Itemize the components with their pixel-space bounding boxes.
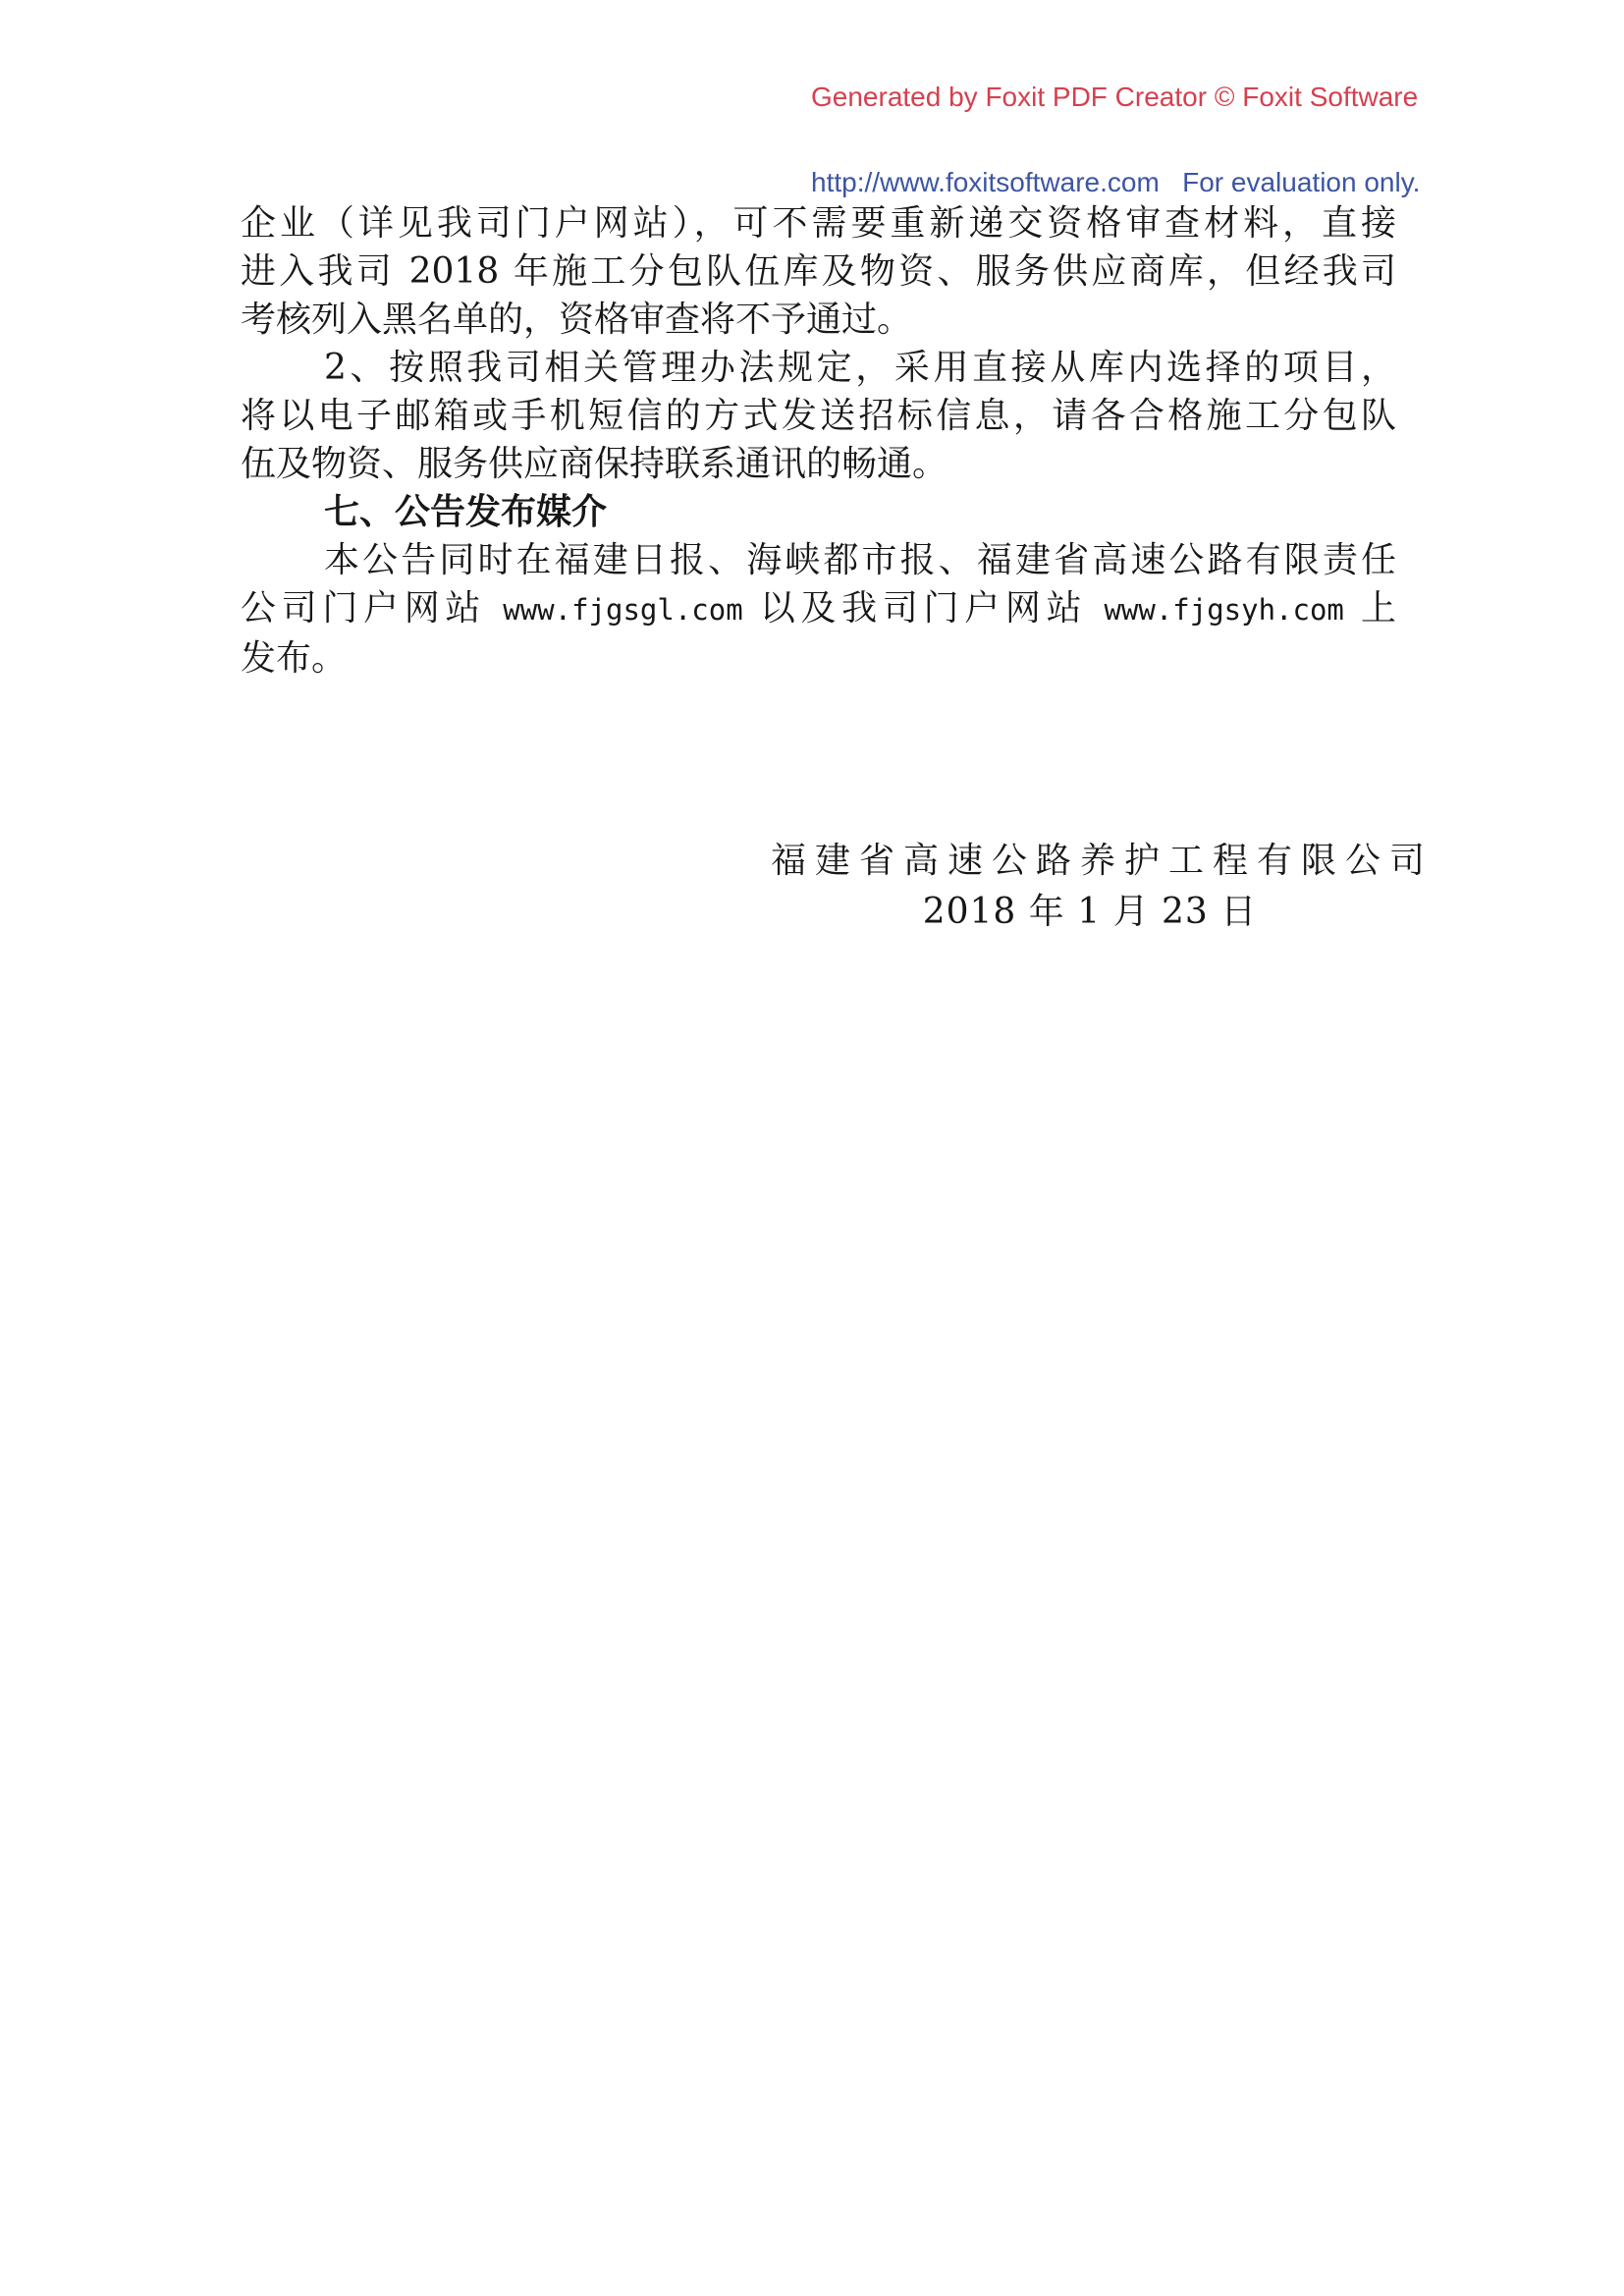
body-line-2: 进入我司 2018 年施工分包队伍库及物资、服务供应商库，但经我司 [241, 251, 1396, 292]
document-text-block [241, 199, 1396, 683]
body-line-1: 企业（详见我司门户网站），可不需要重新递交资格审查材料，直接 [241, 203, 1396, 244]
url-fjgsgl: www.fjgsgl.com [503, 593, 743, 627]
body-line-6: 伍及物资、服务供应商保持联系通讯的畅通。 [241, 444, 948, 484]
body-line-9 [241, 584, 1396, 634]
body-line-9-text-2: 以及我司门户网站 [742, 588, 1105, 629]
body-line-4: 2、按照我司相关管理办法规定，采用直接从库内选择的项目， [324, 348, 1396, 388]
body-line-8: 本公告同时在福建日报、海峡都市报、福建省高速公路有限责任 [324, 540, 1396, 580]
signature-date: 2018 年 1 月 23 日 [922, 892, 1258, 932]
body-line-10: 发布。 [241, 638, 348, 679]
body-line-9-text-3: 上 [1343, 588, 1397, 629]
section-heading: 七、公告发布媒介 [324, 491, 608, 532]
url-fjgsyh: www.fjgsyh.com [1104, 593, 1344, 627]
body-line-3: 考核列入黑名单的，资格审查将不予通过。 [241, 300, 913, 340]
watermark-generated-by-text: Generated by Foxit PDF Creator © Foxit Software [811, 82, 1419, 112]
watermark-url-text: http://www.foxitsoftware.com For evaluation only. [811, 167, 1421, 197]
signature-company-name: 福建省高速公路养护工程有限公司 [771, 841, 1435, 881]
body-line-5: 将以电子邮箱或手机短信的方式发送招标信息，请各合格施工分包队 [241, 396, 1396, 436]
signature-block [771, 836, 1435, 938]
body-line-9-text-1: 公司门户网站 [241, 588, 504, 629]
